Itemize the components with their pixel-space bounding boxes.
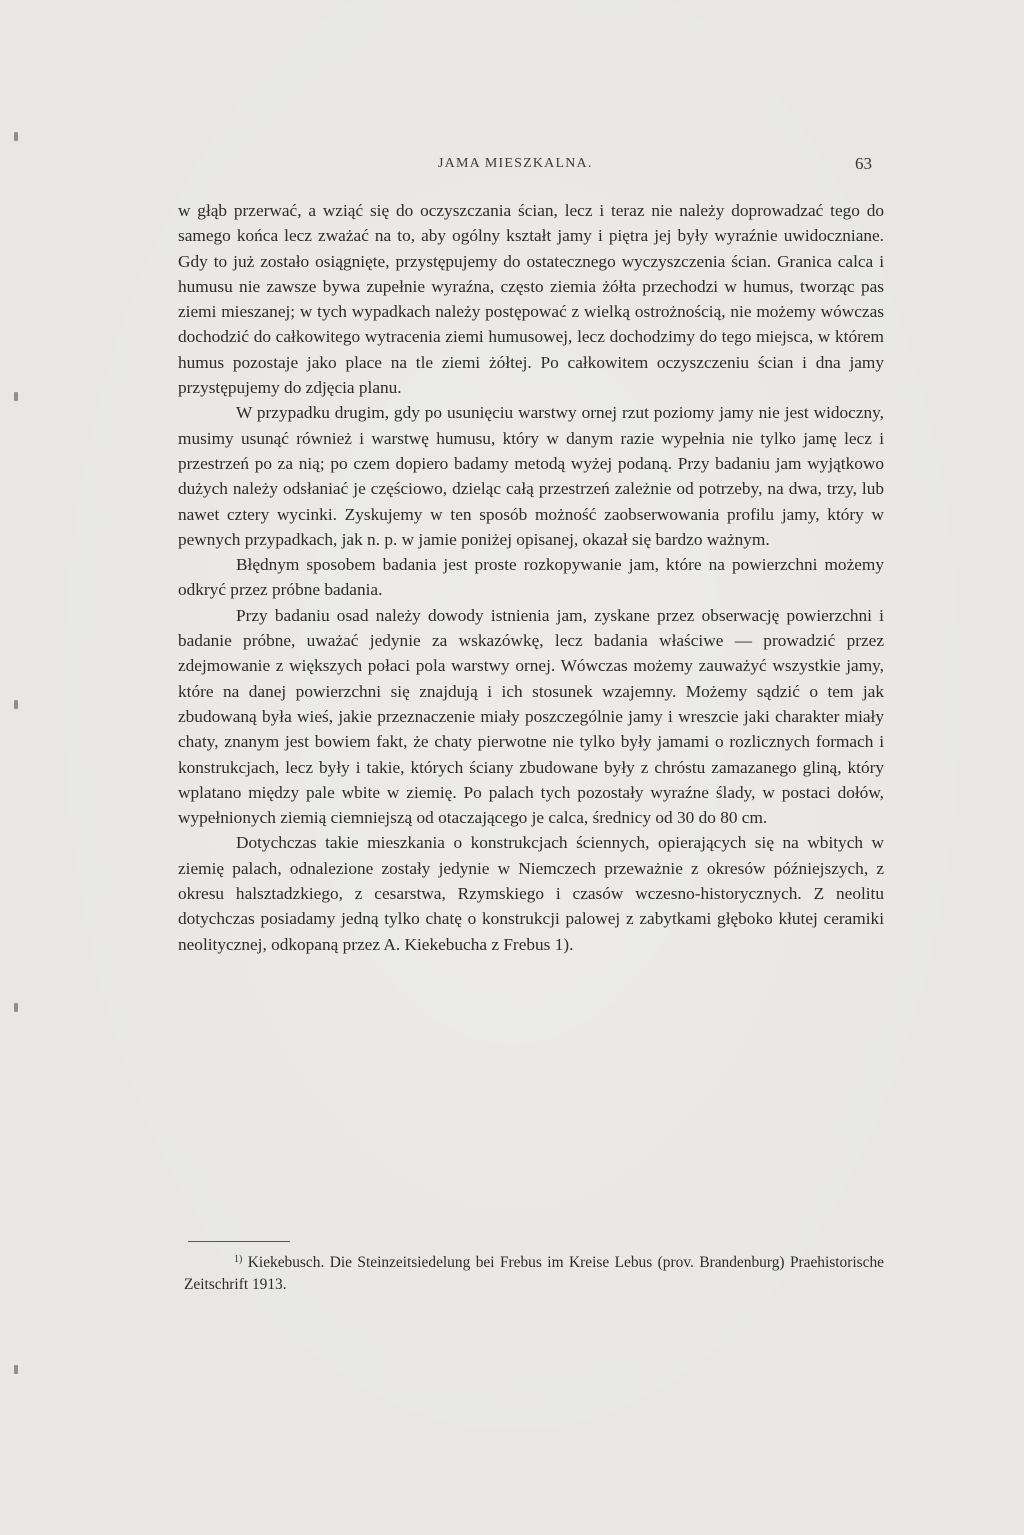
running-head [180,150,880,174]
margin-mark [14,132,18,141]
paragraph-5: Dotychczas takie mieszkania o konstrukcjach ściennych, opierających się na wbitych w ziemię palach, odnalezione zostały jedynie w Niemczech przeważnie z okresów późniejszych, z okresu halsztadzkiego, z cesarstwa, Rzymskiego i czasów wczesno-historycznych. Z neolitu dotychczas posiadamy jedną tylko chatę o konstrukcji palowej z zabytkami głęboko kłutej ceramiki neolitycznej, odkopaną przez A. Kiekebucha z Frebus 1). [178,833,884,954]
footnote-marker: 1) [234,1254,243,1265]
margin-mark [14,1365,18,1374]
paragraph-4: Przy badaniu osad należy dowody istnienia jam, zyskane przez obserwację powierzchni i badanie próbne, uważać jedynie za wskazówkę, lecz badania właściwe — prowadzić przez zdejmowanie z większych połaci pola warstwy ornej. Wówczas możemy zauważyć wszystkie jamy, które na danej powierzchni się znajdują i ich stosunek wzajemny. Możemy sądzić o tem jak zbudowaną była wieś, jakie przeznaczenie miały poszczególnie jamy i wreszcie jaki charakter miały chaty, znanym jest bowiem fakt, że chaty pierwotne nie tylko były jamami o rozlicznych formach i konstrukcjach, lecz były i takie, których ściany zbudowane były z chróstu zamazanego gliną, który wplatano między pale wbite w ziemię. Po palach tych pozostały wyraźne ślady, w postaci dołów, wypełnionych ziemią ciemniejszą od otaczającego je calca, średnicy od 30 do 80 cm. [178,605,884,828]
body-text [178,198,884,957]
footnote-text: Kiekebusch. Die Steinzeitsiedelung bei Frebus im Kreise Lebus (prov. Brandenburg) Praehistorische Zeitschrift 1913. [184,1254,884,1293]
margin-mark [14,700,18,709]
paragraph-2: W przypadku drugim, gdy po usunięciu warstwy ornej rzut poziomy jamy nie jest widoczny, musimy usunąć również i warstwę humusu, który w danym razie wypełnia nie tylko jamę lecz i przestrzeń po za nią; po czem dopiero badamy metodą wyżej podaną. Przy badaniu jam wyjątkowo dużych należy odsłaniać je częściowo, dzieląc całą przestrzeń zależnie od potrzeby, na dwa, trzy, lub nawet cztery wycinki. Zyskujemy w ten sposób możność zaobserwowania profilu jamy, który w pewnych przypadkach, jak n. p. w jamie poniżej opisanej, okazał się bardzo ważnym. [178,403,884,549]
running-title: JAMA MIESZKALNA. [438,156,593,171]
footnote [184,1249,884,1296]
footnote-reference: 1) [554,934,570,954]
paragraph-1: w głąb przerwać, a wziąć się do oczyszczania ścian, lecz i teraz nie należy doprowadzać tego do samego końca lecz zważać na to, aby ogólny kształt jamy i piętra jej były wyraźnie uwidoczniane. Gdy to już zostało osiągnięte, przystępujemy do ostatecznego wyczyszczenia ścian. Granica calca i humusu nie zawsze bywa zupełnie wyraźna, często ziemia żółta przechodzi w humus, tworząc pas ziemi mieszanej; w tych wypadkach należy postępować z wielką ostrożnością, nie możemy wówczas dochodzić do całkowitego wytracenia ziemi humusowej, lecz dochodzimy do tego miejsca, w którem humus pozostaje jako place na tle ziemi żółtej. Po całkowitem oczyszczeniu ścian i dna jamy przystępujemy do zdjęcia planu. [178,201,884,398]
margin-mark [14,392,18,401]
margin-mark [14,1003,18,1012]
paragraph-5-text: Dotychczas takie mieszkania o konstrukcjach ściennych, opierających się na wbitych w ziemię palach, odnalezione zostały jedynie w Niemczech przeważnie z okresów późniejszych, z okresu halsztadzkiego, z cesarstwa, Rzymskiego i czasów wczesno-historycznych. Z neolitu dotychczas posiadamy jedną tylko chatę o konstrukcji palowej z zabytkami głęboko kłutej ceramiki neolitycznej, odkopaną przez A. Kiekebucha z Frebus [178,833,884,954]
page-number: 63 [855,154,872,173]
paragraph-3: Błędnym sposobem badania jest proste rozkopywanie jam, które na powierzchni możemy odkryć przez próbne badania. [178,555,884,600]
footnote-rule [188,1241,290,1242]
